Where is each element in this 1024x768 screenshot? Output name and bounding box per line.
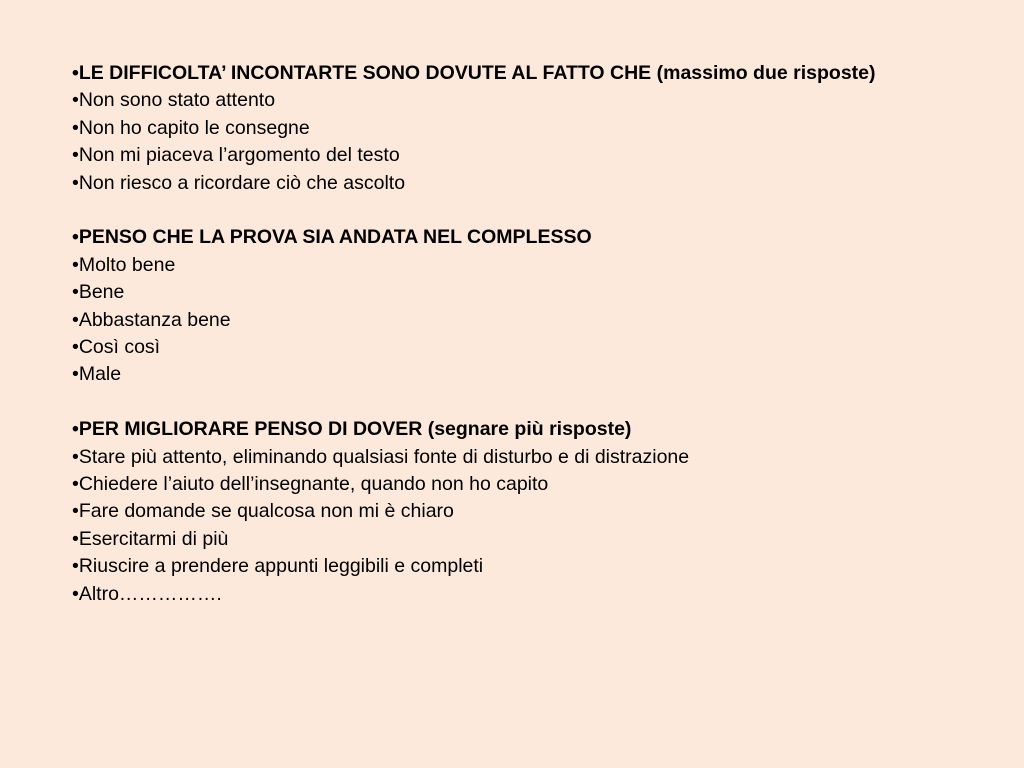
list-item: •Fare domande se qualcosa non mi è chiaro — [72, 500, 454, 523]
list-item: •Non sono stato attento — [72, 89, 276, 112]
list-item: •Così così — [72, 336, 161, 359]
list-item: •Molto bene — [72, 253, 176, 276]
list-item: •Male — [72, 363, 122, 386]
list-item: •Chiedere l’aiuto dell’insegnante, quando non ho capito — [72, 473, 549, 496]
list-item: •Abbastanza bene — [72, 308, 231, 331]
section-heading-difficulties: •LE DIFFICOLTA’ INCONTARTE SONO DOVUTE AL FATTO CHE (massimo due risposte) — [72, 62, 876, 84]
list-item: •Altro……………. — [72, 582, 222, 605]
list-item: •Non ho capito le consegne — [72, 116, 310, 139]
slide-content — [72, 60, 952, 635]
section-improvement — [72, 416, 952, 608]
list-item: •Bene — [72, 281, 125, 304]
list-item: •Non riesco a ricordare ciò che ascolto — [72, 171, 406, 194]
section-difficulties — [72, 60, 952, 197]
list-item: •Non mi piaceva l’argomento del testo — [72, 144, 400, 167]
list-item: •Stare più attento, eliminando qualsiasi fonte di disturbo e di distrazione — [72, 445, 690, 468]
list-item: •Riuscire a prendere appunti leggibili e completi — [72, 555, 484, 578]
section-assessment — [72, 224, 952, 388]
section-heading-assessment: •PENSO CHE LA PROVA SIA ANDATA NEL COMPLESSO — [72, 226, 592, 249]
section-heading-improvement: •PER MIGLIORARE PENSO DI DOVER (segnare più risposte) — [72, 418, 632, 441]
list-item: •Esercitarmi di più — [72, 527, 229, 550]
